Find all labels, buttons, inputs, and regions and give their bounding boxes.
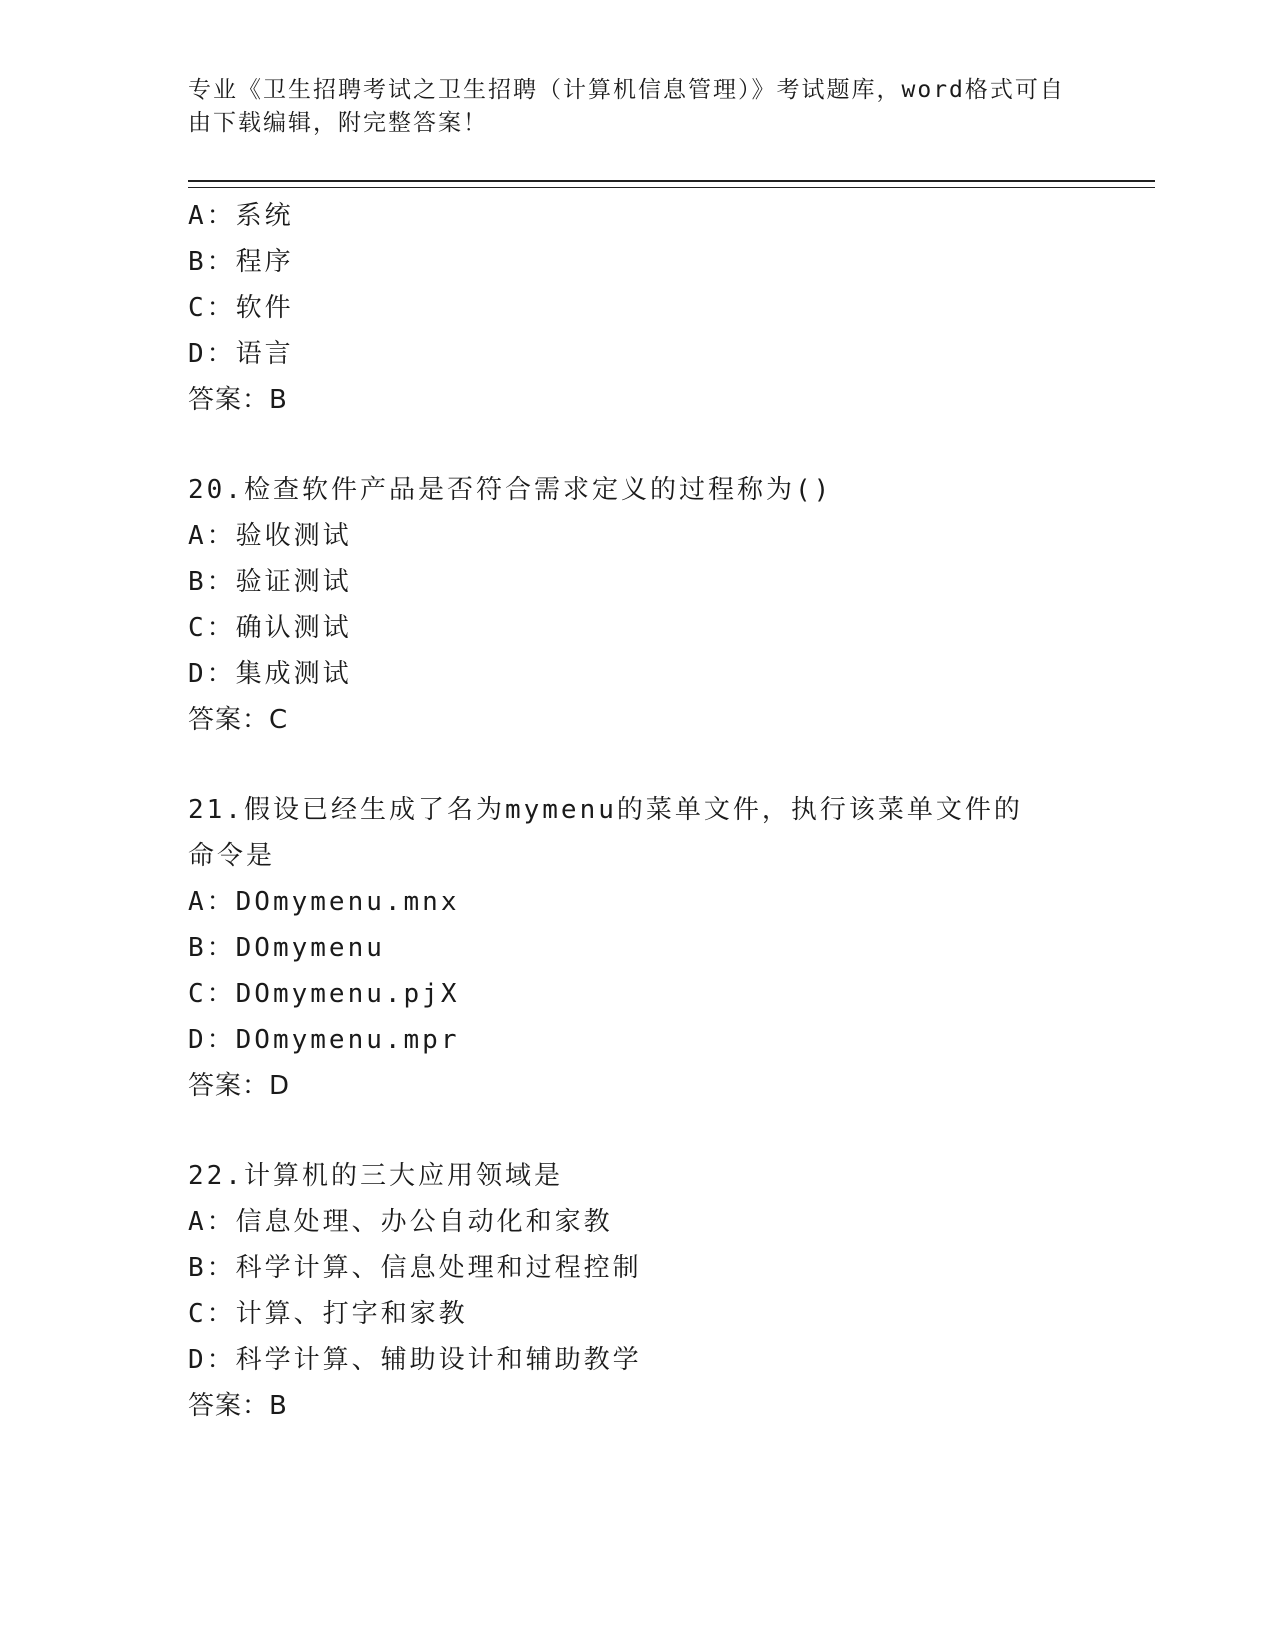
- spacer: [188, 423, 1068, 467]
- option-c: C：软件: [188, 293, 294, 323]
- option-d: D：集成测试: [188, 659, 352, 689]
- option-a: A：验收测试: [188, 521, 352, 551]
- option-a: A：DOmymenu.mnx: [188, 887, 460, 917]
- answer-line: 答案：B: [188, 385, 288, 415]
- document-header: 专业《卫生招聘考试之卫生招聘（计算机信息管理）》考试题库，word格式可自由下载编辑，附完整答案！: [188, 77, 1065, 136]
- option-b: B：科学计算、信息处理和过程控制: [188, 1253, 642, 1283]
- option-d: D：语言: [188, 339, 294, 369]
- question-block-21: [188, 787, 1068, 1109]
- answer-line: 答案：B: [188, 1391, 288, 1421]
- option-c: C：计算、打字和家教: [188, 1299, 468, 1329]
- question-block-20: [188, 467, 1068, 743]
- answer-line: 答案：D: [188, 1071, 291, 1101]
- question-block-19: [188, 193, 1068, 423]
- option-a: A：信息处理、办公自动化和家教: [188, 1207, 613, 1237]
- question-stem: 22.计算机的三大应用领域是: [188, 1161, 563, 1191]
- question-block-22: [188, 1153, 1068, 1429]
- option-d: D：DOmymenu.mpr: [188, 1025, 460, 1055]
- header-divider: [188, 180, 1155, 188]
- option-b: B：验证测试: [188, 567, 352, 597]
- option-c: C：DOmymenu.pjX: [188, 979, 460, 1009]
- spacer: [188, 1109, 1068, 1153]
- option-c: C：确认测试: [188, 613, 352, 643]
- question-list: [188, 193, 1068, 1429]
- answer-line: 答案：C: [188, 705, 289, 735]
- option-a: A：系统: [188, 201, 294, 231]
- option-b: B：程序: [188, 247, 294, 277]
- question-stem: 21.假设已经生成了名为mymenu的菜单文件，执行该菜单文件的命令是: [188, 795, 1023, 871]
- option-d: D：科学计算、辅助设计和辅助教学: [188, 1345, 642, 1375]
- spacer: [188, 743, 1068, 787]
- question-stem: 20.检查软件产品是否符合需求定义的过程称为(): [188, 475, 833, 505]
- option-b: B：DOmymenu: [188, 933, 385, 963]
